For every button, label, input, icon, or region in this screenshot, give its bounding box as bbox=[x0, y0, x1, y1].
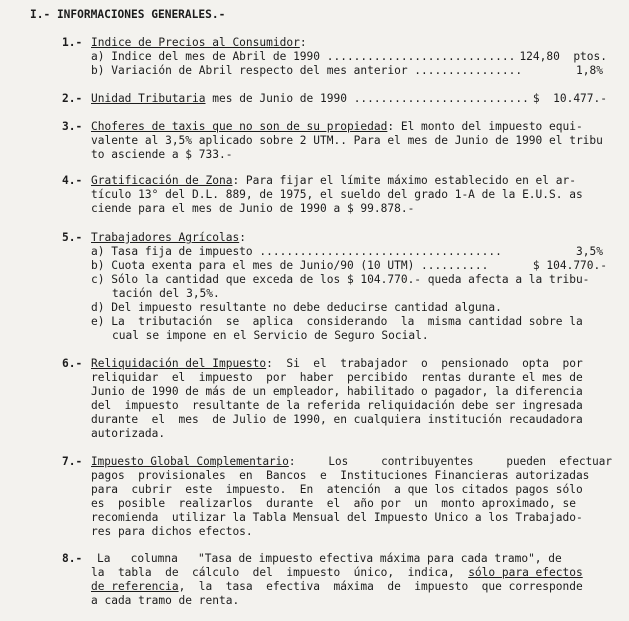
item-3-line-3: to asciende a $ 733.- bbox=[91, 148, 233, 161]
item-5-title: Trabajadores Agrícolas bbox=[91, 231, 240, 244]
item-6-line-6: autorizada. bbox=[91, 427, 166, 440]
item-7-text: : Los contribuyentes pueden efectuar bbox=[288, 455, 612, 468]
item-2-number: 2.- bbox=[62, 92, 83, 105]
item-3-number: 3.- bbox=[62, 120, 83, 133]
item-3-line-1 bbox=[91, 120, 583, 133]
item-8-line-1: La columna "Tasa de impuesto efectiva máxima para cada tramo", de bbox=[97, 552, 562, 565]
item-5e-line-2: cual se impone en el Servicio de Seguro Social. bbox=[112, 329, 429, 342]
item-5-heading bbox=[91, 231, 246, 244]
item-8-emphasis-1: sólo para efectos bbox=[468, 566, 583, 579]
item-4-line-2: tículo 13° del D.L. 889, de 1975, el sueldo del grado 1-A de la E.U.S. as bbox=[91, 188, 583, 201]
item-5c-line-2: tación del 3,5%. bbox=[112, 287, 220, 300]
item-5b-value: $ 104.770.- bbox=[532, 259, 607, 272]
item-5-colon: : bbox=[239, 231, 246, 244]
item-8-line-3 bbox=[91, 580, 583, 593]
item-8-line-2 bbox=[91, 566, 583, 579]
item-5e-line-1: e) La tributación se aplica considerando la misma cantidad sobre la bbox=[91, 315, 583, 328]
item-8-line-4: a cada tramo de renta. bbox=[91, 594, 240, 607]
item-3-line-2: valente al 3,5% aplicado sobre 2 UTM.. Para el mes de Junio de 1990 el tribu bbox=[91, 134, 603, 147]
item-7-line-6: res para dichos efectos. bbox=[91, 525, 253, 538]
item-1-heading bbox=[91, 36, 307, 49]
item-4-title: Gratificación de Zona bbox=[91, 174, 233, 187]
item-7-line-5: recomienda utilizar la Tabla Mensual del Impuesto Unico a los Trabajado- bbox=[91, 511, 583, 524]
item-5c-line-1: c) Sólo la cantidad que exceda de los $ 104.770.- queda afecta a la tribu- bbox=[91, 273, 590, 286]
item-6-line-5: durante el mes de Julio de 1990, en cualquiera institución recaudadora bbox=[91, 413, 583, 426]
item-6-line-2: reliquidar el impuesto por haber percibido rentas durante el mes de bbox=[91, 371, 583, 384]
item-1-colon: : bbox=[299, 36, 307, 49]
item-6-line-4: del impuesto resultante de la referida reliquidación debe ser ingresada bbox=[91, 399, 583, 412]
item-6-line-1 bbox=[91, 357, 583, 370]
item-5d: d) Del impuesto resultante no debe deducirse cantidad alguna. bbox=[91, 301, 502, 314]
item-5b-label: b) Cuota exenta para el mes de Junio/90 (10 UTM) .......... bbox=[91, 259, 489, 272]
item-2-line bbox=[91, 92, 529, 105]
item-6-number: 6.- bbox=[62, 357, 83, 370]
item-2-value: $ 10.477.- bbox=[532, 92, 607, 105]
item-6-title: Reliquidación del Impuesto bbox=[91, 357, 267, 370]
item-6-line-3: Junio de 1990 de más de un empleador, habilitado o pagador, la diferencia bbox=[91, 385, 583, 398]
item-8-line-2-text: la tabla de cálculo del impuesto único, indica, bbox=[91, 566, 469, 579]
item-3-title: Choferes de taxis que no son de su propiedad bbox=[91, 120, 388, 133]
item-1b-value: 1,8% bbox=[576, 64, 603, 77]
item-8-emphasis-2: de referencia bbox=[91, 580, 179, 593]
item-4-line-3: ciende para el mes de Junio de 1990 a $ 99.878.- bbox=[91, 202, 415, 215]
item-2-text: mes de Junio de 1990 .......................... bbox=[205, 92, 529, 105]
item-4-text: : Para fijar el límite máximo establecido en el ar- bbox=[232, 174, 576, 187]
item-4-number: 4.- bbox=[62, 174, 83, 187]
section-heading: I.- INFORMACIONES GENERALES.- bbox=[30, 8, 226, 21]
item-7-title: Impuesto Global Complementario bbox=[91, 455, 289, 468]
item-5a-value: 3,5% bbox=[576, 245, 603, 258]
item-3-text: : El monto del impuesto equi- bbox=[387, 120, 583, 133]
item-1-title: Indice de Precios al Consumidor bbox=[91, 36, 300, 49]
item-7-line-1 bbox=[91, 455, 612, 468]
item-1a-value: 124,80 ptos. bbox=[519, 50, 607, 63]
item-7-line-4: es posible realizarlos durante el año por un monto aproximado, se bbox=[91, 497, 576, 510]
item-7-line-3: para cubrir este impuesto. En atención a que los citados pagos sólo bbox=[91, 483, 583, 496]
item-1a-label: a) Indice del mes de Abril de 1990 ............................ bbox=[91, 50, 516, 63]
item-7-line-2: pagos provisionales en Bancos e Instituciones Financieras autorizadas bbox=[91, 469, 590, 482]
item-4-line-1 bbox=[91, 174, 576, 187]
item-7-number: 7.- bbox=[62, 455, 83, 468]
item-6-text: : Si el trabajador o pensionado opta por bbox=[266, 357, 583, 370]
item-8-number: 8.- bbox=[62, 552, 83, 565]
item-2-title: Unidad Tributaria bbox=[91, 92, 206, 105]
item-8-line-3-text: , la tasa efectiva máxima de impuesto que corresponde bbox=[178, 580, 583, 593]
item-5a-label: a) Tasa fija de impuesto .................................... bbox=[91, 245, 502, 258]
item-1-number: 1.- bbox=[62, 36, 83, 49]
item-5-number: 5.- bbox=[62, 231, 83, 244]
item-1b-label: b) Variación de Abril respecto del mes anterior ................ bbox=[91, 64, 523, 77]
